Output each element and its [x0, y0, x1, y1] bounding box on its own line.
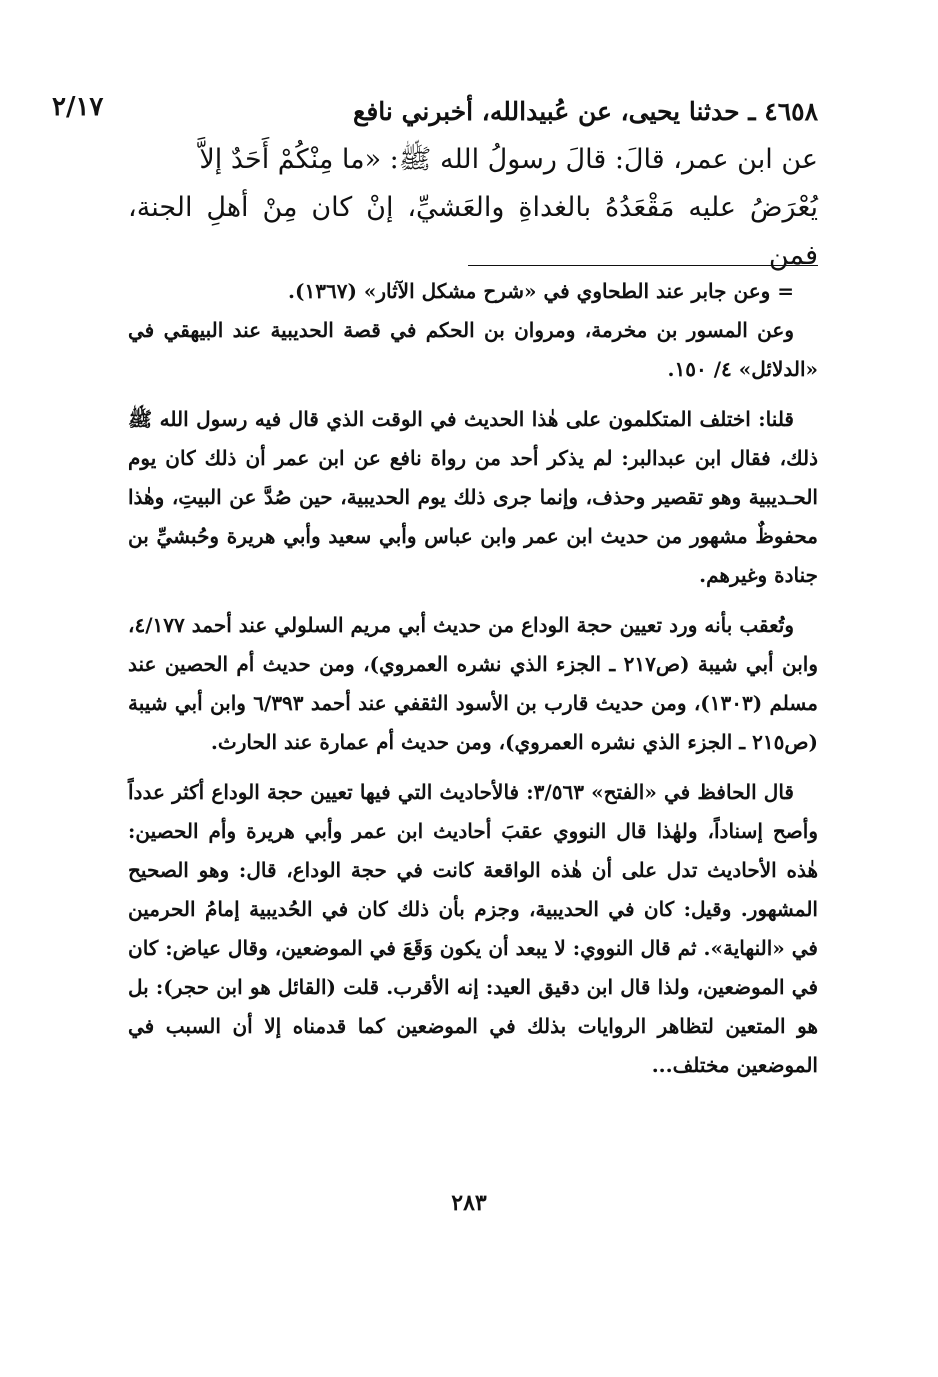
- hadith-text: [128, 88, 818, 280]
- volume-reference: ٢/١٧: [52, 92, 104, 122]
- hadith-line: يُعْرَضُ عليه مَقْعَدُهُ بالغداةِ والعَشيِّ، إنْ كان مِنْ أهلِ الجنة، فمن: [128, 192, 818, 271]
- footnote-paragraph: = وعن جابر عند الطحاوي في «شرح مشكل الآثار» (١٣٦٧).: [288, 279, 794, 303]
- hadith-line: ٤٦٥٨ ـ حدثنا يحيى، عن عُبيدالله، أخبرني نافع: [353, 97, 818, 126]
- footnote-paragraph: وعن المسور بن مخرمة، ومروان بن الحكم في قصة الحديبية عند البيهقي في «الدلائل» ٤/ ١٥٠.: [128, 318, 818, 381]
- footnote-paragraph: قال الحافظ في «الفتح» ٣/٥٦٣: فالأحاديث التي فيها تعيين حجة الوداع أكثر عدداً وأصح إسناداً، ولهٰذا قال النووي عقبَ أحاديث ابن عمر وأبي هريرة وأم الحصين: هٰذه الأحاديث تدل على أن هٰذه الواقعة كانت في حجة الوداع، قال: وهو الصحيح المشهور. وقيل: كان في الحديبية، وجزم بأن ذلك كان في الحُديبية إمامُ الحرمين في «النهاية». ثم قال النووي: لا يبعد أن يكون وَقَعَ في الموضعين، وقال عياض: كان في الموضعين، ولذا قال ابن دقيق العيد: إنه الأقرب. قلت (القائل هو ابن حجر): بل هو المتعين لتظاهر الروايات بذلك في الموضعين كما قدمناه إلا أن السبب في الموضعين مختلف...: [128, 780, 818, 1077]
- footnote-paragraph: قلنا: اختلف المتكلمون على هٰذا الحديث في الوقت الذي قال فيه رسول الله ﷺ ذلك، فقال ابن عبدالبر: لم يذكر أحد من رواة نافع عن ابن عمر أن ذلك كان يوم الحـديبية وهو تقصير وحذف، وإنما جرى ذلك يوم الحديبية، حين صُدَّ عن البيتِ، وهٰذا محفوظٌ مشهور من حديث ابن عمر وابن عباس وأبي سعيد وأبي هريرة وحُبشيِّ بن جنادة وغيرهم.: [128, 407, 818, 587]
- footnotes: [128, 272, 818, 1085]
- page-number: ٢٨٣: [451, 1190, 487, 1216]
- footnote-paragraph: وتُعقب بأنه ورد تعيين حجة الوداع من حديث أبي مريم السلولي عند أحمد ٤/١٧٧، وابن أبي شيبة (ص٢١٧ ـ الجزء الذي نشره العمروي)، ومن حديث أم الحصين عند مسلم (١٣٠٣)، ومن حديث قارب بن الأسود الثقفي عند أحمد ٦/٣٩٣ وابن أبي شيبة (ص٢١٥ ـ الجزء الذي نشره العمروي)، ومن حديث أم عمارة عند الحارث.: [128, 613, 818, 754]
- footnote-divider: [468, 265, 818, 266]
- hadith-line: عن ابن عمر، قالَ: قالَ رسولُ الله ﷺ: «ما مِنْكُمْ أَحَدٌ إلاَّ: [199, 144, 818, 175]
